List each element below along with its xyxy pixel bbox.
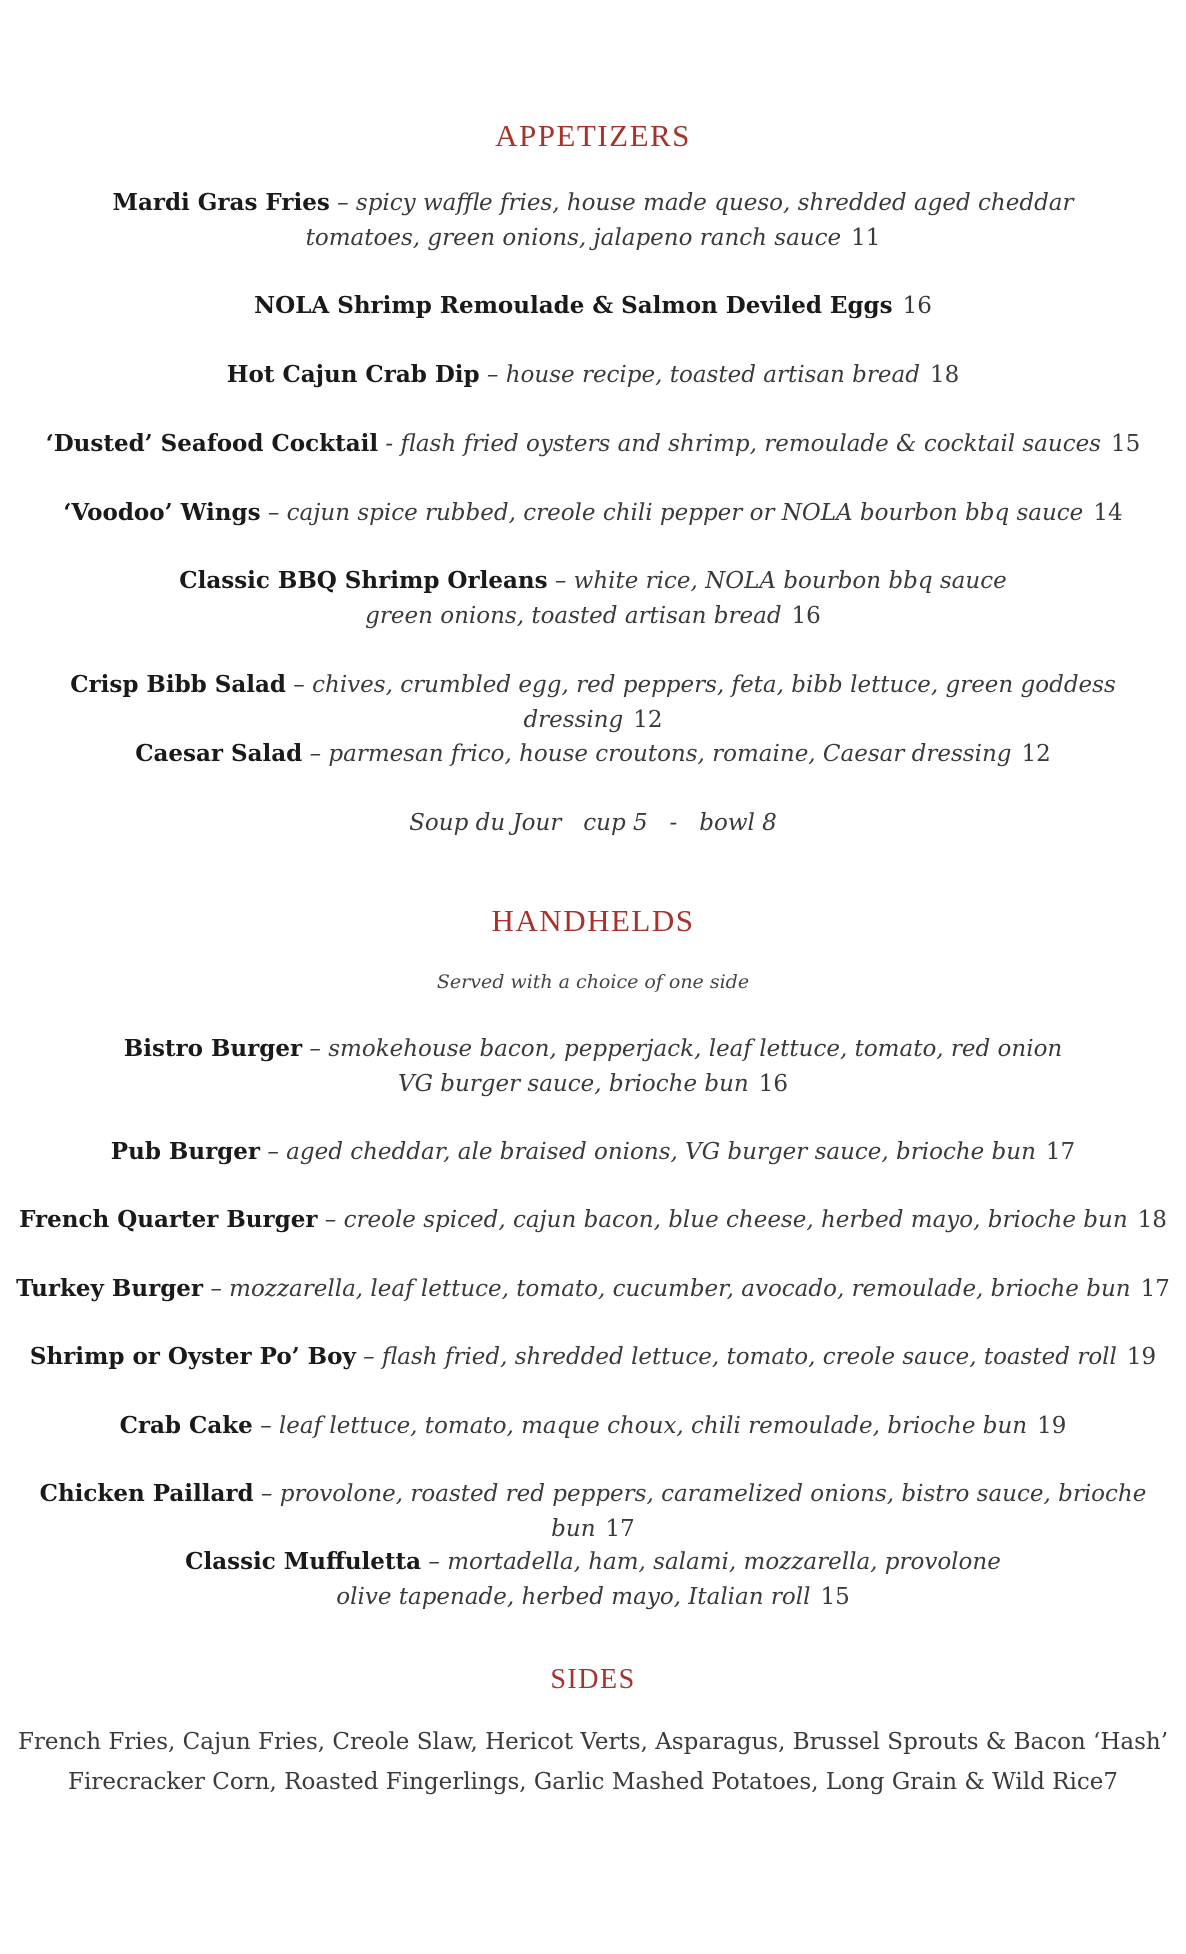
menu-item <box>0 357 1186 393</box>
menu-item <box>0 495 1186 531</box>
sides-price: 7 <box>1103 1769 1118 1795</box>
menu-item-line <box>0 426 1186 462</box>
menu-item-line <box>0 1339 1186 1375</box>
menu-item-line <box>0 1408 1186 1444</box>
sides-line-1: French Fries, Cajun Fries, Creole Slaw, Hericot Verts, Asparagus, Brussel Sprouts & Bacon ‘Hash’ <box>17 1729 1169 1755</box>
item-price: 14 <box>1093 500 1123 526</box>
appetizers-heading-block <box>0 118 1186 154</box>
menu-item <box>0 563 1186 634</box>
sides-line-2-text: Firecracker Corn, Roasted Fingerlings, Garlic Mashed Potatoes, Long Grain & Wild Rice <box>68 1769 1104 1795</box>
sides-list <box>0 1722 1186 1802</box>
item-description: – creole spiced, cajun bacon, blue cheese, herbed mayo, brioche bun <box>317 1207 1128 1233</box>
item-description: – aged cheddar, ale braised onions, VG burger sauce, brioche bun <box>260 1139 1036 1165</box>
item-description: – cajun spice rubbed, creole chili pepper or NOLA bourbon bbq sauce <box>260 500 1084 526</box>
item-description: – leaf lettuce, tomato, maque choux, chili remoulade, brioche bun <box>252 1413 1028 1439</box>
sides-line-2 <box>0 1762 1186 1802</box>
item-description-cont: tomatoes, green onions, jalapeno ranch sauce <box>305 225 842 251</box>
menu-item-line <box>0 1067 1186 1102</box>
item-price: 11 <box>851 225 881 251</box>
menu-item-line <box>0 495 1186 531</box>
item-name: Pub Burger <box>110 1138 261 1165</box>
item-description-cont: green onions, toasted artisan bread <box>365 603 782 629</box>
menu-item-line <box>0 563 1186 599</box>
item-description-cont: olive tapenade, herbed mayo, Italian roll <box>336 1584 811 1610</box>
soup-du-jour <box>0 806 1186 841</box>
menu-item-line <box>0 667 1186 738</box>
item-price: 12 <box>1021 741 1051 767</box>
item-name: NOLA Shrimp Remoulade & Salmon Deviled Eggs <box>254 292 893 319</box>
menu-item <box>0 667 1186 738</box>
item-name: Chicken Paillard <box>39 1480 254 1507</box>
menu-item <box>0 736 1186 772</box>
menu-item-line <box>0 599 1186 634</box>
menu-item-line <box>0 288 1186 324</box>
appetizers-title: APPETIZERS <box>495 118 691 153</box>
item-description: – mortadella, ham, salami, mozzarella, provolone <box>421 1549 1001 1575</box>
item-name: Caesar Salad <box>135 740 303 767</box>
menu-item <box>0 185 1186 256</box>
item-name: ‘Voodoo’ Wings <box>63 499 261 526</box>
item-name: Shrimp or Oyster Po’ Boy <box>29 1343 356 1370</box>
item-description: – flash fried, shredded lettuce, tomato, creole sauce, toasted roll <box>355 1344 1117 1370</box>
menu-item-line <box>0 1031 1186 1067</box>
item-price: 16 <box>758 1071 789 1097</box>
menu-item-line <box>0 806 1186 841</box>
item-description: – chives, crumbled egg, red peppers, feta, bibb lettuce, green goddess dressing <box>286 672 1116 733</box>
menu-item <box>0 1134 1186 1170</box>
item-price: 19 <box>1037 1413 1067 1439</box>
menu-item-line <box>0 1271 1186 1307</box>
item-description: – smokehouse bacon, pepperjack, leaf lettuce, tomato, red onion <box>302 1036 1063 1062</box>
item-price: 15 <box>1111 431 1141 457</box>
item-description: – house recipe, toasted artisan bread <box>479 362 920 388</box>
sides-heading-block <box>0 1664 1186 1696</box>
menu-item <box>0 1271 1186 1307</box>
item-price: 19 <box>1126 1344 1157 1370</box>
item-name: Crab Cake <box>119 1412 253 1439</box>
item-description: – parmesan frico, house croutons, romaine, Caesar dressing <box>302 741 1012 767</box>
item-description: - flash fried oysters and shrimp, remoulade & cocktail sauces <box>378 431 1101 457</box>
item-price: 16 <box>902 293 932 319</box>
menu-item <box>0 426 1186 462</box>
menu-item-line <box>0 1544 1186 1580</box>
menu-item <box>0 1544 1186 1615</box>
item-price: 16 <box>791 603 821 629</box>
menu-item <box>0 1339 1186 1375</box>
menu-item <box>0 1408 1186 1444</box>
handhelds-title: HANDHELDS <box>491 903 695 938</box>
item-name: Hot Cajun Crab Dip <box>226 361 480 388</box>
menu-item-line <box>0 1134 1186 1170</box>
item-name: Mardi Gras Fries <box>112 189 330 216</box>
item-price: 18 <box>1137 1207 1167 1233</box>
menu-item-line <box>0 221 1186 256</box>
menu-item-line <box>0 1476 1186 1547</box>
item-name: ‘Dusted’ Seafood Cocktail <box>45 430 379 457</box>
item-name: French Quarter Burger <box>19 1206 318 1233</box>
item-name: Classic BBQ Shrimp Orleans <box>179 567 548 594</box>
menu-item-line <box>0 1580 1186 1615</box>
menu-item <box>0 1476 1186 1547</box>
item-description: – mozzarella, leaf lettuce, tomato, cucumber, avocado, remoulade, brioche bun <box>203 1276 1131 1302</box>
item-price: 15 <box>820 1584 850 1610</box>
soup-text: Soup du Jour cup 5 - bowl 8 <box>409 810 777 836</box>
menu-item-line <box>0 1202 1186 1238</box>
item-description-cont: VG burger sauce, brioche bun <box>397 1071 749 1097</box>
item-name: Turkey Burger <box>16 1275 204 1302</box>
menu-item <box>0 1202 1186 1238</box>
item-price: 17 <box>605 1516 635 1542</box>
item-price: 17 <box>1140 1276 1170 1302</box>
menu-item <box>0 1031 1186 1102</box>
menu-item-line <box>0 185 1186 221</box>
item-name: Classic Muffuletta <box>185 1548 422 1575</box>
handhelds-subtitle: Served with a choice of one side <box>436 971 750 993</box>
handhelds-subtitle-block <box>0 971 1186 993</box>
item-description: – spicy waffle fries, house made queso, shredded aged cheddar <box>329 190 1074 216</box>
handhelds-heading-block <box>0 903 1186 939</box>
item-price: 12 <box>633 707 663 733</box>
item-description: – white rice, NOLA bourbon bbq sauce <box>547 568 1007 594</box>
item-price: 18 <box>929 362 960 388</box>
item-description: – provolone, roasted red peppers, caramelized onions, bistro sauce, brioche bun <box>253 1481 1147 1542</box>
menu-item <box>0 288 1186 324</box>
menu-item-line <box>0 357 1186 393</box>
sides-title: SIDES <box>550 1664 636 1695</box>
item-name: Bistro Burger <box>123 1035 303 1062</box>
menu-item-line <box>0 736 1186 772</box>
item-name: Crisp Bibb Salad <box>70 671 286 698</box>
item-price: 17 <box>1045 1139 1076 1165</box>
